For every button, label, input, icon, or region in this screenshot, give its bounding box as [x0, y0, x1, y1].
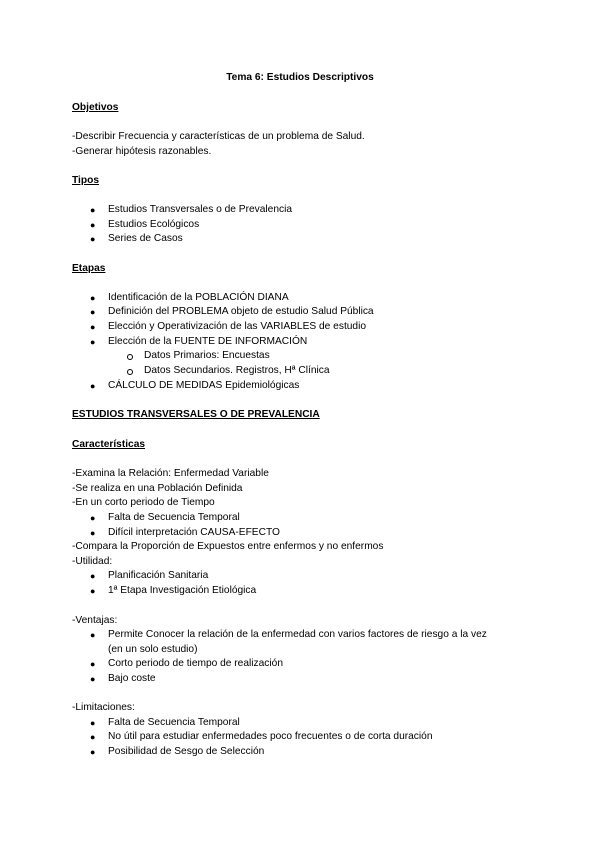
- list-item: CÁLCULO DE MEDIDAS Epidemiológicas: [108, 380, 300, 391]
- list-item: Permite Conocer la relación de la enfermedad con varios factores de riesgo a la vez: [108, 629, 487, 640]
- section-title: ESTUDIOS TRANSVERSALES O DE PREVALENCIA: [72, 409, 320, 420]
- text-line: -Ventajas:: [72, 615, 118, 626]
- bullet-icon: ●: [90, 513, 96, 523]
- list-item: Posibilidad de Sesgo de Selección: [108, 746, 265, 757]
- list-item: No útil para estudiar enfermedades poco frecuentes o de corta duración: [108, 731, 433, 742]
- list-item: Falta de Secuencia Temporal: [108, 717, 240, 728]
- text-line: -Compara la Proporción de Expuestos entre enfermos y no enfermos: [72, 541, 384, 552]
- bullet-icon: ●: [90, 205, 96, 215]
- list-item: 1ª Etapa Investigación Etiológica: [108, 585, 257, 596]
- bullet-icon: ●: [90, 586, 96, 596]
- list-item: Identificación de la POBLACIÓN DIANA: [108, 292, 289, 303]
- bullet-icon: ●: [90, 381, 96, 391]
- sub-list-item: Datos Primarios: Encuestas: [144, 350, 270, 361]
- list-item: Falta de Secuencia Temporal: [108, 512, 240, 523]
- list-item: Estudios Transversales o de Prevalencia: [108, 204, 293, 215]
- bullet-icon: ●: [90, 322, 96, 332]
- objetivos-line: -Generar hipótesis razonables.: [72, 146, 212, 157]
- list-item: Definición del PROBLEMA objeto de estudio Salud Pública: [108, 306, 374, 317]
- text-line: -En un corto periodo de Tiempo: [72, 497, 215, 508]
- text-line: -Examina la Relación: Enfermedad Variable: [72, 468, 269, 479]
- objetivos-heading: Objetivos: [72, 102, 119, 113]
- sub-list-item: Datos Secundarios. Registros, Hª Clínica: [144, 365, 330, 376]
- list-item-continuation: (en un solo estudio): [108, 644, 198, 655]
- circle-bullet-icon: [127, 354, 133, 360]
- list-item: Bajo coste: [108, 673, 156, 684]
- bullet-icon: ●: [90, 307, 96, 317]
- bullet-icon: ●: [90, 571, 96, 581]
- bullet-icon: ●: [90, 630, 96, 640]
- bullet-icon: ●: [90, 659, 96, 669]
- bullet-icon: ●: [90, 337, 96, 347]
- bullet-icon: ●: [90, 220, 96, 230]
- bullet-icon: ●: [90, 293, 96, 303]
- bullet-icon: ●: [90, 528, 96, 538]
- text-line: -Se realiza en una Población Definida: [72, 483, 243, 494]
- bullet-icon: ●: [90, 718, 96, 728]
- list-item: Series de Casos: [108, 233, 183, 244]
- list-item: Elección de la FUENTE DE INFORMACIÓN: [108, 336, 308, 347]
- objetivos-line: -Describir Frecuencia y características de un problema de Salud.: [72, 131, 365, 142]
- bullet-icon: ●: [90, 747, 96, 757]
- list-item: Estudios Ecológicos: [108, 219, 200, 230]
- bullet-icon: ●: [90, 732, 96, 742]
- circle-bullet-icon: [127, 369, 133, 375]
- list-item: Corto periodo de tiempo de realización: [108, 658, 283, 669]
- etapas-heading: Etapas: [72, 263, 106, 274]
- text-line: -Limitaciones:: [72, 702, 135, 713]
- list-item: Difícil interpretación CAUSA-EFECTO: [108, 527, 280, 538]
- tipos-heading: Tipos: [72, 175, 99, 186]
- bullet-icon: ●: [90, 674, 96, 684]
- text-line: -Utilidad:: [72, 556, 113, 567]
- list-item: Elección y Operativización de las VARIABLES de estudio: [108, 321, 367, 332]
- caracteristicas-heading: Características: [72, 439, 146, 450]
- page-title: Tema 6: Estudios Descriptivos: [226, 72, 374, 83]
- bullet-icon: ●: [90, 234, 96, 244]
- list-item: Planificación Sanitaria: [108, 570, 209, 581]
